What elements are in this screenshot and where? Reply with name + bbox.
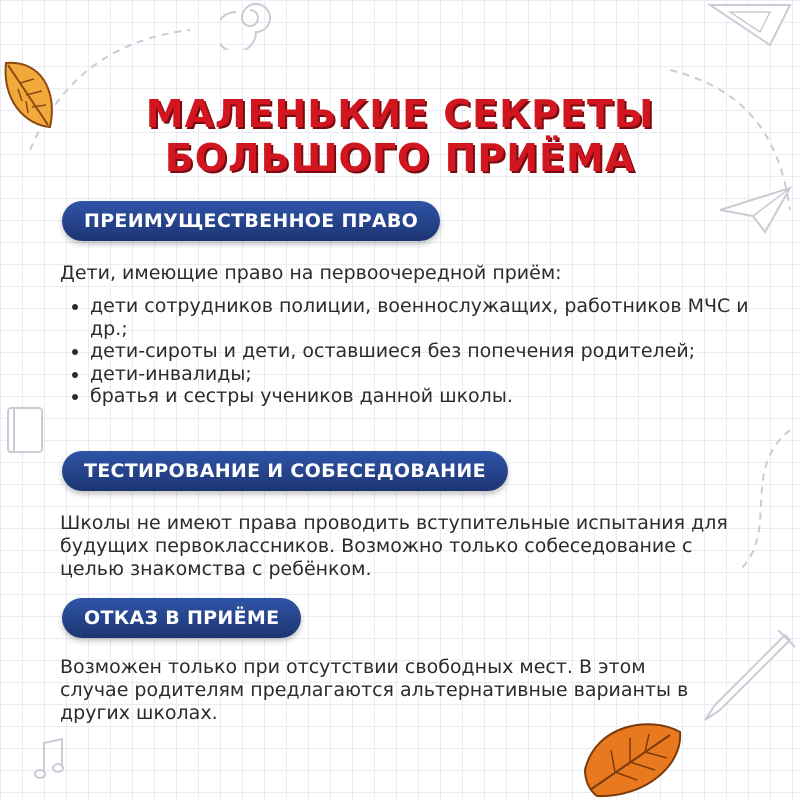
triangle-ruler-icon <box>700 0 800 60</box>
list-item: • братья и сестры учеников данной школы. <box>90 385 750 408</box>
priority-list <box>66 295 750 408</box>
section-heading-priority: ПРЕИМУЩЕСТВЕННОЕ ПРАВО <box>62 201 440 241</box>
priority-intro: Дети, имеющие право на первоочередной приём: <box>60 262 562 284</box>
section-heading-testing: ТЕСТИРОВАНИЕ И СОБЕСЕДОВАНИЕ <box>62 451 508 491</box>
paper-plane-icon <box>715 180 795 240</box>
list-item: • дети-сироты и дети, оставшиеся без попечения родителей; <box>90 340 750 363</box>
title-line-2: БОЛЬШОГО ПРИЁМА <box>164 136 636 180</box>
title-line-1: МАЛЕНЬКИЕ СЕКРЕТЫ <box>145 92 655 136</box>
refusal-text: Возможен только при отсутствии свободных мест. В этом случае родителям предлагаются альтернативные варианты в других школах. <box>60 656 689 724</box>
music-note-icon <box>30 735 70 785</box>
list-item: • дети сотрудников полиции, военнослужащих, работников МЧС и др.; <box>90 295 750 340</box>
section-heading-refusal: ОТКАЗ В ПРИЁМЕ <box>62 598 301 638</box>
testing-text: Школы не имеют права проводить вступительные испытания для будущих первоклассников. Возможно только собеседование с целью знакомства с ребёнком. <box>60 512 728 580</box>
list-item: • дети-инвалиды; <box>90 363 750 386</box>
spiral-icon <box>220 0 280 50</box>
pencil-icon <box>690 620 800 730</box>
book-icon <box>2 400 52 460</box>
page-title <box>0 92 800 180</box>
